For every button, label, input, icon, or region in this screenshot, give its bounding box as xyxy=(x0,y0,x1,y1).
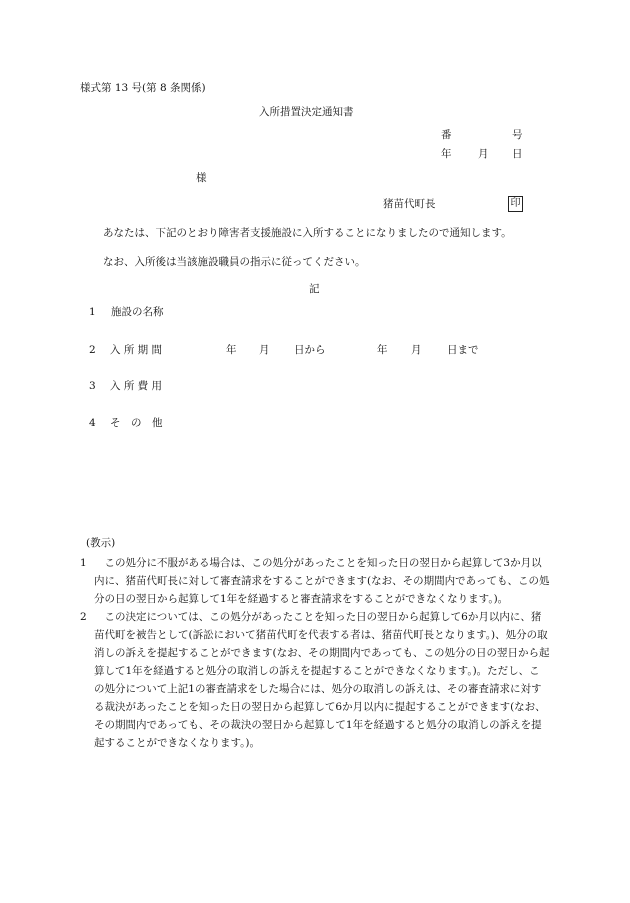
sender-name: 猪苗代町長 xyxy=(383,198,436,210)
period-from-month: 月 xyxy=(259,344,270,356)
period-to-day: 日まで xyxy=(447,344,479,356)
item-4-label: そ の 他 xyxy=(110,417,163,429)
period-to-month: 月 xyxy=(411,344,422,356)
notice-list xyxy=(80,554,550,752)
body-paragraph-2: なお、入所後は当該施設職員の指示に従ってください。 xyxy=(103,256,366,268)
seal-box: 印 xyxy=(508,196,523,212)
notice-item-2-number: 2 xyxy=(80,611,87,623)
item-1-number: 1 xyxy=(89,306,96,318)
notice-item-1-text: この処分に不服がある場合は、この処分があったことを知った日の翌日から起算して3か月以内に、猪苗代町長に対して審査請求をすることができます(なお、その期間内であっても、この処分の日の翌日から起算して1年を経過すると審査請求をすることができなくなります。)。 xyxy=(94,557,550,605)
notice-item-2-text: この決定については、この処分があったことを知った日の翌日から起算して6か月以内に、猪苗代町を被告として(訴訟において猪苗代町を代表する者は、猪苗代町長となります。)、処分の取消しの訴えを提起することができます(なお、その期間内であっても、この処分の日の翌日から起算して1年を経過すると処分の取消しの訴えを提起することができなくなります。)。ただし、この処分について上記1の審査請求をした場合には、処分の取消しの訴えは、その審査請求に対する裁決があったことを知った日の翌日から起算して6か月以内に提起することができます(なお、その期間内であっても、その裁決の翌日から起算して1年を経過すると処分の取消しの訴えを提起することができなくなります。)。 xyxy=(94,611,550,749)
body-paragraph-1: あなたは、下記のとおり障害者支援施設に入所することになりましたので通知します。 xyxy=(103,227,512,239)
number-label-right: 号 xyxy=(512,129,523,141)
notice-heading: (教示) xyxy=(86,537,116,549)
addressee-honorific: 様 xyxy=(196,172,207,184)
notice-item-2 xyxy=(80,608,550,752)
item-3-number: 3 xyxy=(89,380,96,392)
notice-item-1 xyxy=(80,554,550,608)
date-month-label: 月 xyxy=(478,148,489,160)
period-from-day: 日から xyxy=(294,344,326,356)
item-3-label: 入 所 費 用 xyxy=(110,380,163,392)
number-label-left: 番 xyxy=(441,129,452,141)
document-title: 入所措置決定通知書 xyxy=(259,106,354,118)
item-2-label: 入 所 期 間 xyxy=(110,344,163,356)
seal-mark xyxy=(508,196,523,212)
item-1-label: 施設の名称 xyxy=(111,306,164,318)
ki-heading: 記 xyxy=(309,283,320,295)
period-to-year: 年 xyxy=(377,344,388,356)
item-2-number: 2 xyxy=(89,344,96,356)
period-from-year: 年 xyxy=(226,344,237,356)
form-label: 様式第 13 号(第 8 条関係) xyxy=(80,82,206,94)
date-day-label: 日 xyxy=(512,148,523,160)
notice-item-1-number: 1 xyxy=(80,557,87,569)
item-4-number: 4 xyxy=(89,417,96,429)
date-year-label: 年 xyxy=(441,148,452,160)
